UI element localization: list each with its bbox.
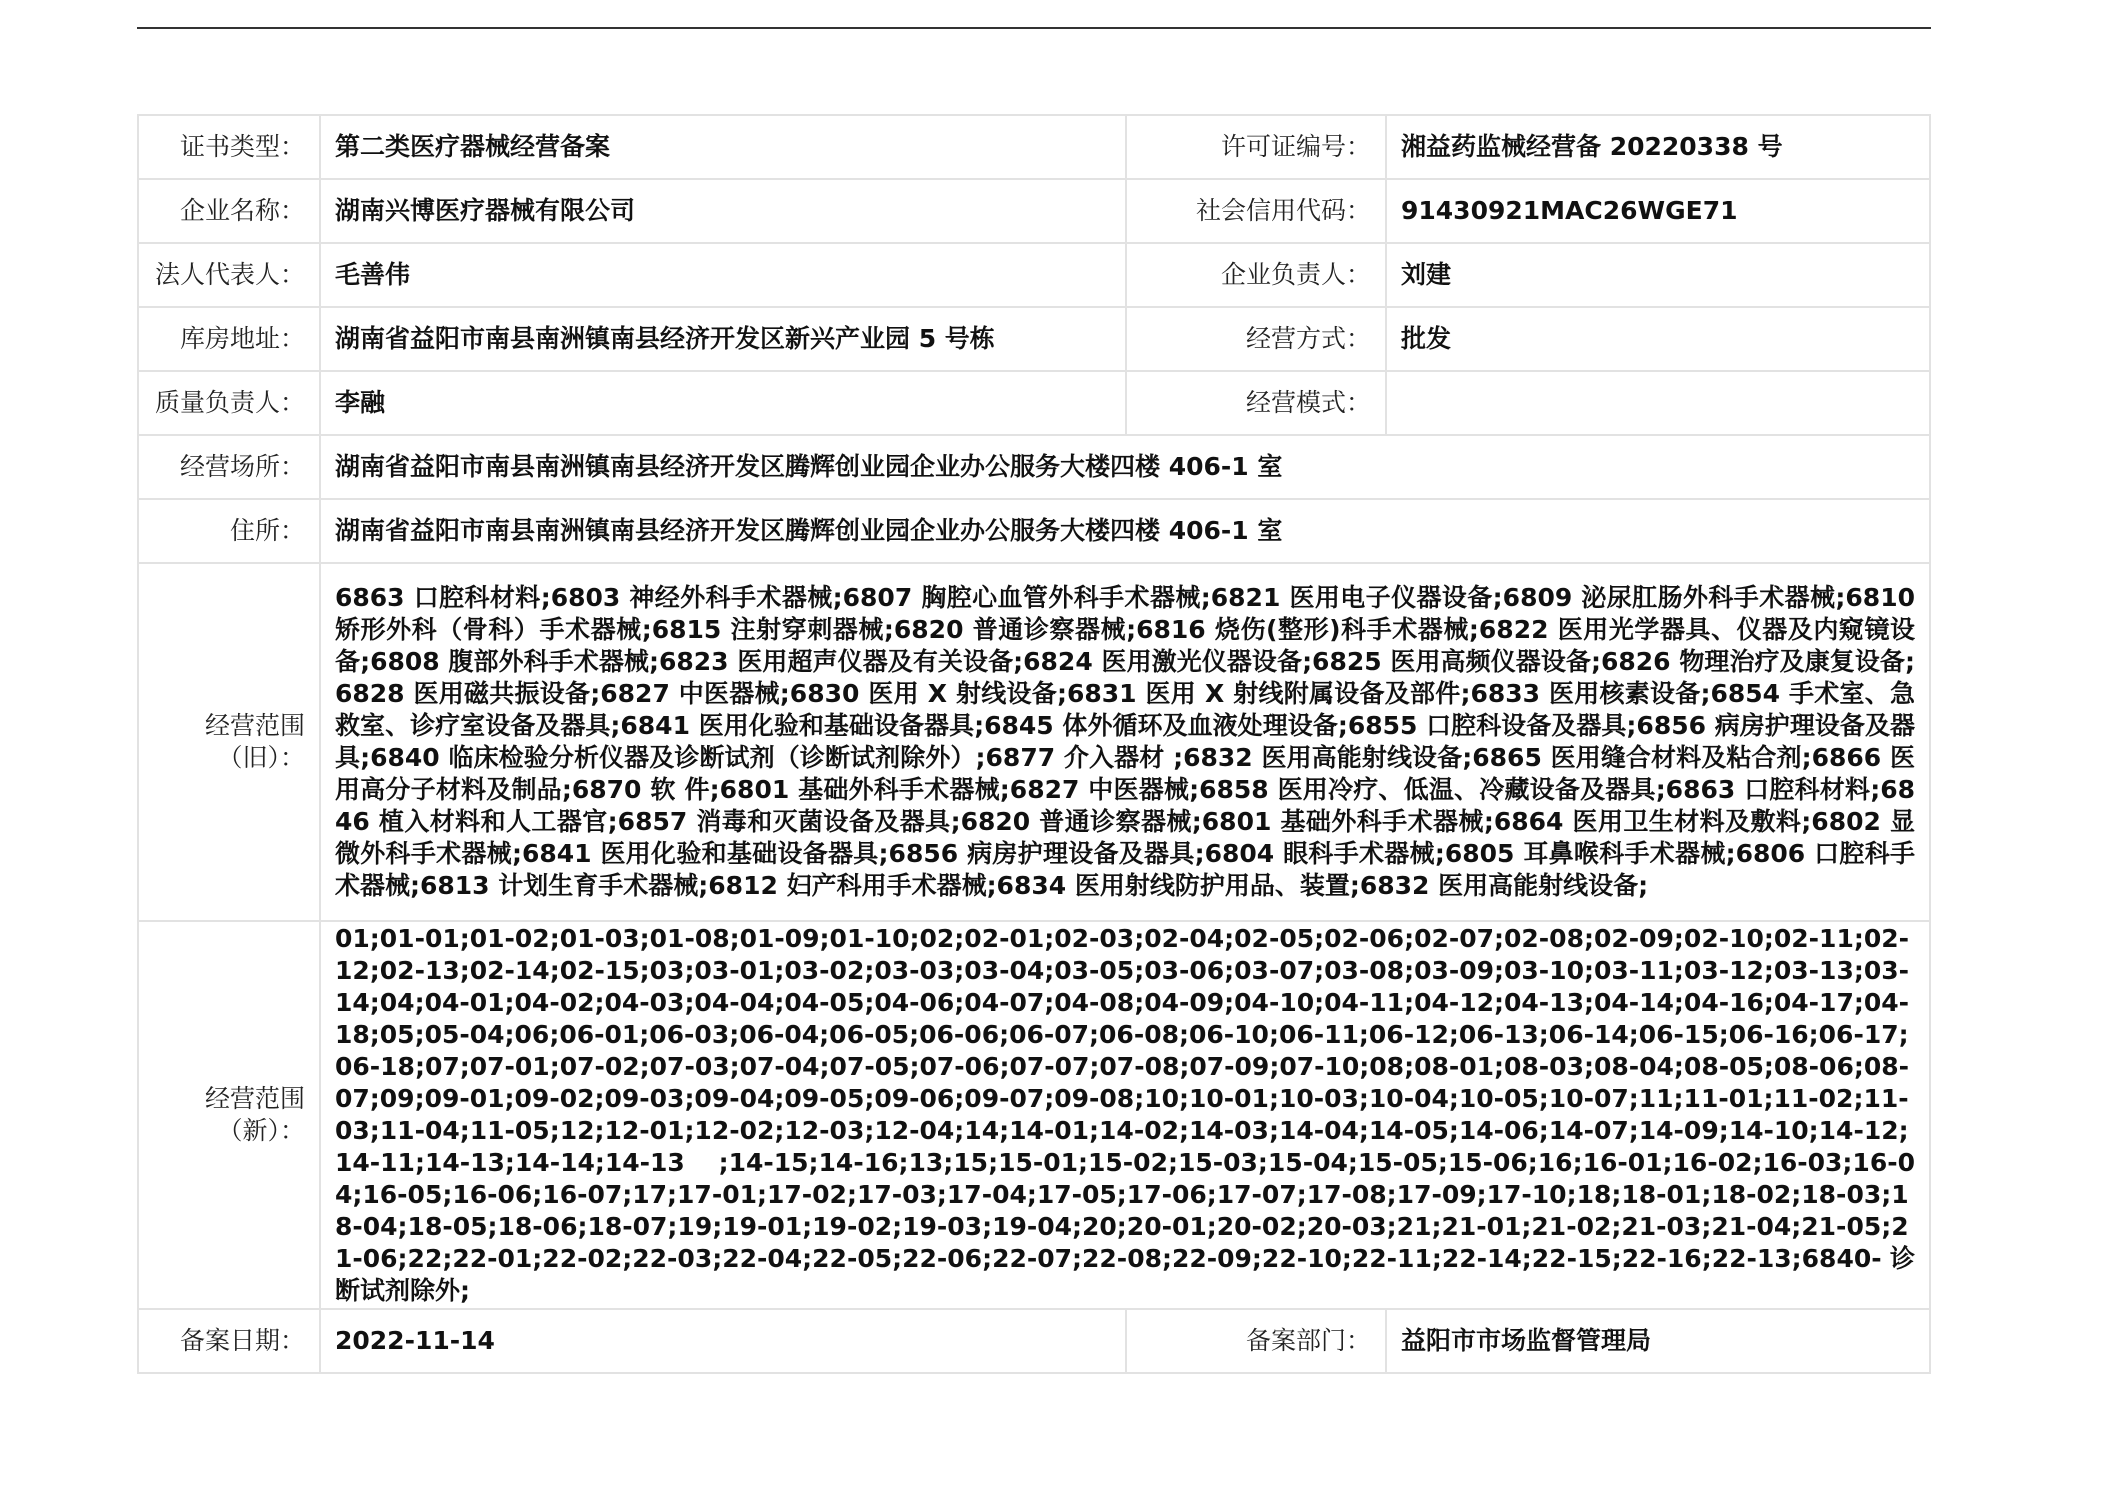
- biz-mode-label: 经营模式：: [1126, 371, 1386, 435]
- legal-rep-value: 毛善伟: [320, 243, 1126, 307]
- record-dept-value: 益阳市市场监督管理局: [1386, 1309, 1930, 1373]
- record-date-value: 2022-11-14: [320, 1309, 1126, 1373]
- cert-type-value: 第二类医疗器械经营备案: [320, 115, 1126, 179]
- top-rule: [137, 27, 1931, 29]
- scope-old-value: 6863 口腔科材料;6803 神经外科手术器械;6807 胸腔心血管外科手术器械;6821 医用电子仪器设备;6809 泌尿肛肠外科手术器械;6810 矫形外科（骨科）手术器械;6815 注射穿刺器械;6820 普通诊察器械;6816 烧伤(整形)科手术器械;6822 医用光学器具、仪器及内窥镜设备;6808 腹部外科手术器械;6823 医用超声仪器及有关设备;6824 医用激光仪器设备;6825 医用高频仪器设备;6826 物理治疗及康复设备;6828 医用磁共振设备;6827 中医器械;6830 医用 X 射线设备;6831 医用 X 射线附属设备及部件;6833 医用核素设备;6854 手术室、急救室、诊疗室设备及器具;6841 医用化验和基础设备器具;6845 体外循环及血液处理设备;6855 口腔科设备及器具;6856 病房护理设备及器具;6840 临床检验分析仪器及诊断试剂（诊断试剂除外）;6877 介入器材 ;6832 医用高能射线设备;6865 医用缝合材料及粘合剂;6866 医用高分子材料及制品;6870 软 件;6801 基础外科手术器械;6827 中医器械;6858 医用冷疗、低温、冷藏设备及器具;6863 口腔科材料;6846 植入材料和人工器官;6857 消毒和灭菌设备及器具;6820 普通诊察器械;6801 基础外科手术器械;6864 医用卫生材料及敷料;6802 显微外科手术器械;6841 医用化验和基础设备器具;6856 病房护理设备及器具;6804 眼科手术器械;6805 耳鼻喉科手术器械;6806 口腔科手术器械;6813 计划生育手术器械;6812 妇产科用手术器械;6834 医用射线防护用品、装置;6832 医用高能射线设备;: [320, 563, 1930, 921]
- scope-old-label: 经营范围（旧）：: [138, 563, 320, 921]
- row-scope-old: [138, 563, 1930, 921]
- row-company: [138, 179, 1930, 243]
- scope-new-label: 经营范围（新）：: [138, 921, 320, 1309]
- row-legal: [138, 243, 1930, 307]
- biz-place-label: 经营场所：: [138, 435, 320, 499]
- row-warehouse: [138, 307, 1930, 371]
- quality-head-label: 质量负责人：: [138, 371, 320, 435]
- credit-code-value: 91430921MAC26WGE71: [1386, 179, 1930, 243]
- quality-head-value: 李融: [320, 371, 1126, 435]
- row-cert-type: [138, 115, 1930, 179]
- certificate-table: [137, 114, 1931, 1374]
- row-biz-place: [138, 435, 1930, 499]
- row-scope-new: [138, 921, 1930, 1309]
- biz-place-value: 湖南省益阳市南县南洲镇南县经济开发区腾辉创业园企业办公服务大楼四楼 406-1 室: [320, 435, 1930, 499]
- license-no-label: 许可证编号：: [1126, 115, 1386, 179]
- row-quality: [138, 371, 1930, 435]
- record-date-label: 备案日期：: [138, 1309, 320, 1373]
- cert-type-label: 证书类型：: [138, 115, 320, 179]
- credit-code-label: 社会信用代码：: [1126, 179, 1386, 243]
- residence-value: 湖南省益阳市南县南洲镇南县经济开发区腾辉创业园企业办公服务大楼四楼 406-1 室: [320, 499, 1930, 563]
- row-residence: [138, 499, 1930, 563]
- company-head-label: 企业负责人：: [1126, 243, 1386, 307]
- company-name-label: 企业名称：: [138, 179, 320, 243]
- row-record: [138, 1309, 1930, 1373]
- biz-method-value: 批发: [1386, 307, 1930, 371]
- residence-label: 住所：: [138, 499, 320, 563]
- warehouse-label: 库房地址：: [138, 307, 320, 371]
- legal-rep-label: 法人代表人：: [138, 243, 320, 307]
- biz-mode-value: [1386, 371, 1930, 435]
- warehouse-value: 湖南省益阳市南县南洲镇南县经济开发区新兴产业园 5 号栋: [320, 307, 1126, 371]
- scope-new-value: 01;01-01;01-02;01-03;01-08;01-09;01-10;02;02-01;02-03;02-04;02-05;02-06;02-07;02-08;02-09;02-10;02-11;02-12;02-13;02-14;02-15;03;03-01;03-02;03-03;03-04;03-05;03-06;03-07;03-08;03-09;03-10;03-11;03-12;03-13;03-14;04;04-01;04-02;04-03;04-04;04-05;04-06;04-07;04-08;04-09;04-10;04-11;04-12;04-13;04-14;04-16;04-17;04-18;05;05-04;06;06-01;06-03;06-04;06-05;06-06;06-07;06-08;06-10;06-11;06-12;06-13;06-14;06-15;06-16;06-17;06-18;07;07-01;07-02;07-03;07-04;07-05;07-06;07-07;07-08;07-09;07-10;08;08-01;08-03;08-04;08-05;08-06;08-07;09;09-01;09-02;09-03;09-04;09-05;09-06;09-07;09-08;10;10-01;10-03;10-04;10-05;10-07;11;11-01;11-02;11-03;11-04;11-05;12;12-01;12-02;12-03;12-04;14;14-01;14-02;14-03;14-04;14-05;14-06;14-07;14-09;14-10;14-12;14-11;14-13;14-14;14-13 ;14-15;14-16;13;15;15-01;15-02;15-03;15-04;15-05;15-06;16;16-01;16-02;16-03;16-04;16-05;16-06;16-07;17;17-01;17-02;17-03;17-04;17-05;17-06;17-07;17-08;17-09;17-10;18;18-01;18-02;18-03;18-04;18-05;18-06;18-07;19;19-01;19-02;19-03;19-04;20;20-01;20-02;20-03;21;21-01;21-02;21-03;21-04;21-05;21-06;22;22-01;22-02;22-03;22-04;22-05;22-06;22-07;22-08;22-09;22-10;22-11;22-14;22-15;22-16;22-13;6840-诊断试剂除外;: [320, 921, 1930, 1309]
- license-no-value: 湘益药监械经营备 20220338 号: [1386, 115, 1930, 179]
- record-dept-label: 备案部门：: [1126, 1309, 1386, 1373]
- company-head-value: 刘建: [1386, 243, 1930, 307]
- biz-method-label: 经营方式：: [1126, 307, 1386, 371]
- company-name-value: 湖南兴博医疗器械有限公司: [320, 179, 1126, 243]
